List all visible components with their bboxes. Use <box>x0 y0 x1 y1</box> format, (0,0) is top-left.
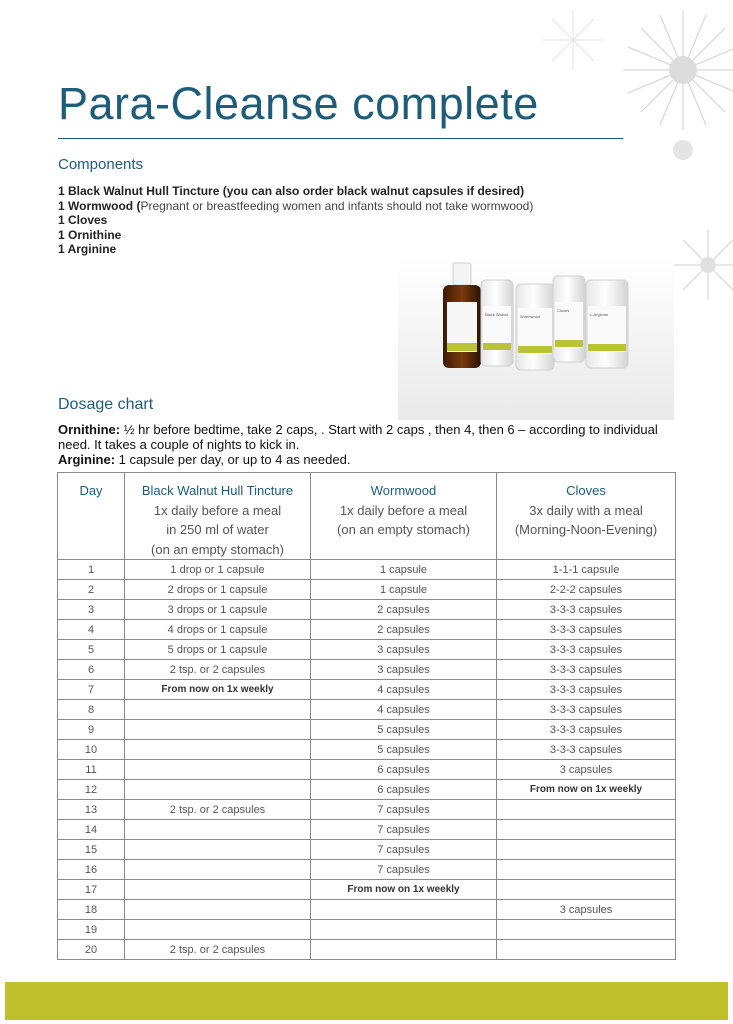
dose-cell: 1 capsule <box>311 560 497 580</box>
dose-cell <box>497 860 676 880</box>
dose-cell: 2 drops or 1 capsule <box>125 580 311 600</box>
table-row <box>58 860 676 880</box>
dose-cell <box>125 920 311 940</box>
dose-cell <box>311 900 497 920</box>
table-row <box>58 760 676 780</box>
dose-cell <box>125 820 311 840</box>
dose-cell: From now on 1x weekly <box>497 780 676 800</box>
dose-cell: 2 tsp. or 2 capsules <box>125 940 311 960</box>
dose-cell: 3 drops or 1 capsule <box>125 600 311 620</box>
dose-cell: From now on 1x weekly <box>311 880 497 900</box>
dose-cell: From now on 1x weekly <box>125 680 311 700</box>
day-cell: 8 <box>58 700 125 720</box>
dose-cell: 3-3-3 capsules <box>497 680 676 700</box>
day-cell: 12 <box>58 780 125 800</box>
dose-cell: 2-2-2 capsules <box>497 580 676 600</box>
dose-cell: 3-3-3 capsules <box>497 640 676 660</box>
dose-cell: 3-3-3 capsules <box>497 720 676 740</box>
table-row <box>58 580 676 600</box>
dose-cell: 3 capsules <box>497 900 676 920</box>
arginine-note: Arginine: 1 capsule per day, or up to 4 as needed. <box>58 452 351 467</box>
dose-cell: 2 tsp. or 2 capsules <box>125 800 311 820</box>
day-cell: 1 <box>58 560 125 580</box>
dose-cell: 7 capsules <box>311 840 497 860</box>
dose-cell <box>497 820 676 840</box>
table-row <box>58 880 676 900</box>
dose-cell: 1 capsule <box>311 580 497 600</box>
table-row <box>58 700 676 720</box>
component-item: 1 Cloves <box>58 213 108 227</box>
dose-cell: 3 capsules <box>497 760 676 780</box>
table-row <box>58 900 676 920</box>
dosage-heading: Dosage chart <box>58 396 154 413</box>
dose-cell: 3 capsules <box>311 660 497 680</box>
day-cell: 5 <box>58 640 125 660</box>
dose-cell: 6 capsules <box>311 780 497 800</box>
components-list <box>58 184 533 257</box>
dose-cell <box>125 720 311 740</box>
table-row <box>58 660 676 680</box>
wormwood-warning: Pregnant or breastfeeding women and infants should not take wormwood) <box>140 198 534 213</box>
component-item: 1 Arginine <box>58 242 117 256</box>
table-row <box>58 720 676 740</box>
day-cell: 10 <box>58 740 125 760</box>
dose-cell <box>125 740 311 760</box>
bottle-label: Cloves <box>557 308 570 313</box>
product-bottles-image <box>398 258 674 420</box>
day-cell: 18 <box>58 900 125 920</box>
table-row <box>58 920 676 940</box>
dose-cell <box>497 880 676 900</box>
dose-cell <box>497 800 676 820</box>
day-cell: 13 <box>58 800 125 820</box>
dose-cell: 5 capsules <box>311 740 497 760</box>
day-cell: 7 <box>58 680 125 700</box>
table-row <box>58 680 676 700</box>
dose-cell: 2 capsules <box>311 600 497 620</box>
title-divider <box>58 138 623 139</box>
dose-cell: 1-1-1 capsule <box>497 560 676 580</box>
dose-cell: 6 capsules <box>311 760 497 780</box>
day-cell: 9 <box>58 720 125 740</box>
dose-cell <box>125 880 311 900</box>
dose-cell: 3-3-3 capsules <box>497 620 676 640</box>
day-cell: 15 <box>58 840 125 860</box>
dose-cell <box>125 760 311 780</box>
bottle-label: Black Walnut <box>485 312 509 317</box>
day-cell: 2 <box>58 580 125 600</box>
dose-cell: 5 drops or 1 capsule <box>125 640 311 660</box>
dose-cell <box>125 700 311 720</box>
table-row <box>58 840 676 860</box>
component-item: 1 Wormwood (Pregnant or breastfeeding women and infants should not take wormwood) <box>58 198 534 213</box>
table-row <box>58 620 676 640</box>
day-cell: 3 <box>58 600 125 620</box>
day-cell: 14 <box>58 820 125 840</box>
dose-cell <box>125 900 311 920</box>
day-cell: 19 <box>58 920 125 940</box>
dose-cell: 5 capsules <box>311 720 497 740</box>
dose-cell: 3-3-3 capsules <box>497 700 676 720</box>
bottle-label: Wormwood <box>520 314 541 319</box>
table-row <box>58 560 676 580</box>
table-header-row <box>58 473 676 560</box>
dose-cell: 4 capsules <box>311 680 497 700</box>
dose-cell <box>311 940 497 960</box>
ornithine-note: Ornithine: ½ hr before bedtime, take 2 caps, . Start with 2 caps , then 4, then 6 – according to individual need. It takes a couple of nights to kick in. <box>58 422 658 452</box>
table-row <box>58 600 676 620</box>
dose-cell <box>125 840 311 860</box>
dose-cell: 4 drops or 1 capsule <box>125 620 311 640</box>
dosage-intro <box>58 422 678 467</box>
page-title: Para-Cleanse complete <box>58 78 539 129</box>
dose-cell <box>125 780 311 800</box>
dose-cell <box>497 920 676 940</box>
dose-cell: 7 capsules <box>311 860 497 880</box>
dose-cell: 2 capsules <box>311 620 497 640</box>
table-row <box>58 940 676 960</box>
table-row <box>58 640 676 660</box>
dose-cell: 3-3-3 capsules <box>497 660 676 680</box>
table-row <box>58 740 676 760</box>
dose-cell: 3 capsules <box>311 640 497 660</box>
header-day: Day <box>58 473 125 560</box>
dose-cell: 4 capsules <box>311 700 497 720</box>
dose-cell <box>497 840 676 860</box>
table-row <box>58 780 676 800</box>
day-cell: 16 <box>58 860 125 880</box>
day-cell: 17 <box>58 880 125 900</box>
day-cell: 4 <box>58 620 125 640</box>
dose-cell: 7 capsules <box>311 800 497 820</box>
dose-cell <box>497 940 676 960</box>
footer-bar <box>5 982 728 1020</box>
day-cell: 20 <box>58 940 125 960</box>
dose-cell: 2 tsp. or 2 capsules <box>125 660 311 680</box>
dose-cell <box>311 920 497 940</box>
dose-cell: 7 capsules <box>311 820 497 840</box>
bottle-label: L-Arginine <box>590 312 609 317</box>
dose-cell: 3-3-3 capsules <box>497 600 676 620</box>
day-cell: 6 <box>58 660 125 680</box>
dose-cell: 1 drop or 1 capsule <box>125 560 311 580</box>
component-item: 1 Black Walnut Hull Tincture (you can also order black walnut capsules if desired) <box>58 184 525 198</box>
dose-cell <box>125 860 311 880</box>
dose-cell: 3-3-3 capsules <box>497 740 676 760</box>
table-row <box>58 820 676 840</box>
dosage-table <box>57 472 676 960</box>
day-cell: 11 <box>58 760 125 780</box>
table-row <box>58 800 676 820</box>
component-item: 1 Ornithine <box>58 227 122 242</box>
components-heading: Components <box>58 156 144 173</box>
header-cloves: Cloves 3x daily with a meal (Morning-Noon-Evening) <box>497 473 676 560</box>
header-wormwood: Wormwood 1x daily before a meal (on an empty stomach) <box>311 473 497 560</box>
header-black-walnut: Black Walnut Hull Tincture 1x daily before a meal in 250 ml of water (on an empty stomach) <box>125 473 311 560</box>
